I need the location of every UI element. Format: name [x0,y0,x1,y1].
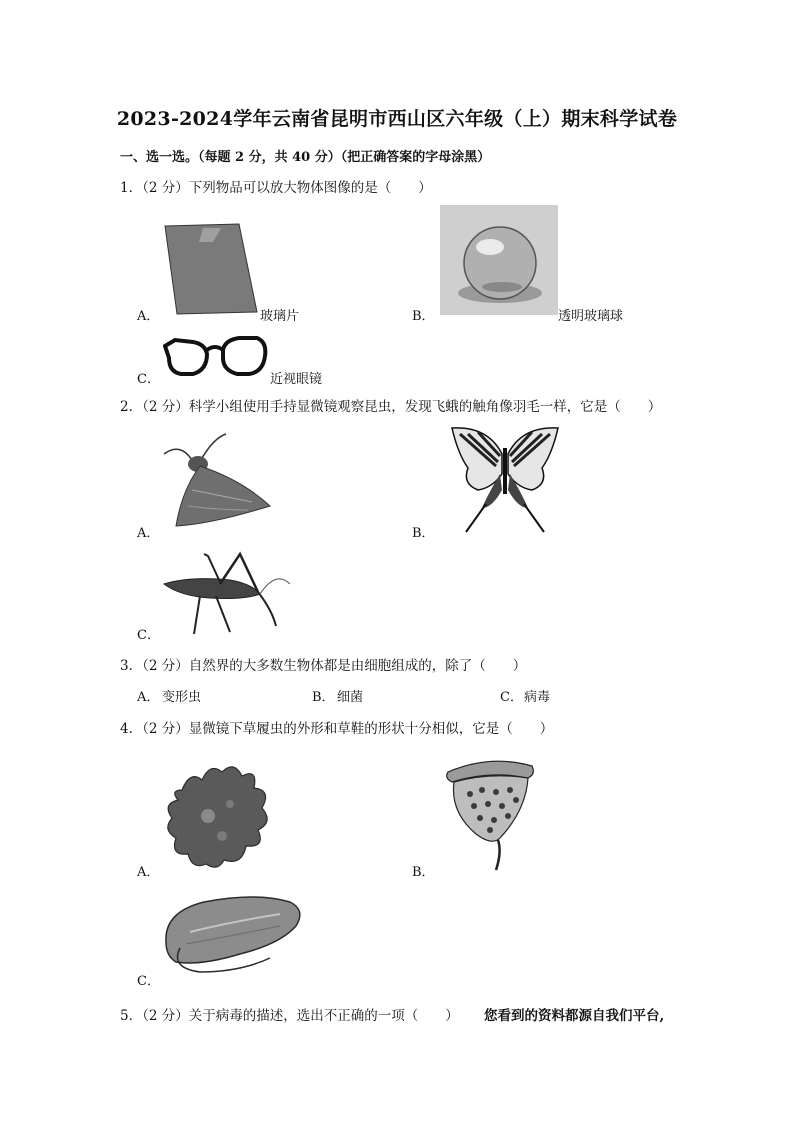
page-title: 2023-2024学年云南省昆明市西山区六年级（上）期末科学试卷 [116,108,678,130]
question-4: 4．（2 分）显微镜下草履虫的外形和草鞋的形状十分相似，它是（ ） [120,721,554,737]
butterfly-icon [448,424,562,534]
question-2: 2．（2 分）科学小组使用手持显微镜观察昆虫，发现飞蛾的触角像羽毛一样，它是（ ） [120,399,662,415]
source-notice: 您看到的资料都源自我们平台, [484,1008,665,1024]
q3-option-c-letter: C． [500,690,523,705]
q3-option-a-letter: A． [137,690,160,705]
q4-option-a-letter: A． [137,865,160,880]
glass-ball-icon [440,205,558,315]
q3-option-a-caption: 变形虫 [162,690,202,705]
amoeba-icon [162,760,276,872]
q1-option-c-caption: 近视眼镜 [270,372,323,387]
vorticella-icon [440,754,540,872]
q1-option-a-letter: A． [137,309,160,324]
q3-option-b-caption: 细菌 [337,690,364,705]
q4-option-c-letter: C． [137,974,160,989]
moth-icon [162,430,274,534]
glass-sheet-icon [163,222,259,316]
grasshopper-icon [160,550,292,636]
glasses-icon [163,330,269,380]
section-heading: 一、选一选。（每题 2 分，共 40 分）（把正确答案的字母涂黑） [120,150,491,165]
q1-option-a-caption: 玻璃片 [260,309,300,324]
q1-option-c-letter: C． [137,372,160,387]
question-1: 1．（2 分）下列物品可以放大物体图像的是（ ） [120,180,432,196]
q2-option-b-letter: B． [412,526,435,541]
paramecium-icon [160,892,306,976]
q3-option-b-letter: B． [312,690,335,705]
q4-option-b-letter: B． [412,865,435,880]
q1-option-b-letter: B． [412,309,435,324]
q3-option-c-caption: 病毒 [524,690,551,705]
q2-option-c-letter: C． [137,628,160,643]
question-3: 3．（2 分）自然界的大多数生物体都是由细胞组成的，除了（ ） [120,658,527,674]
q1-option-b-caption: 透明玻璃球 [558,309,624,324]
q2-option-a-letter: A． [137,526,160,541]
question-5: 5．（2 分）关于病毒的描述，选出不正确的一项（ ） [120,1008,459,1024]
